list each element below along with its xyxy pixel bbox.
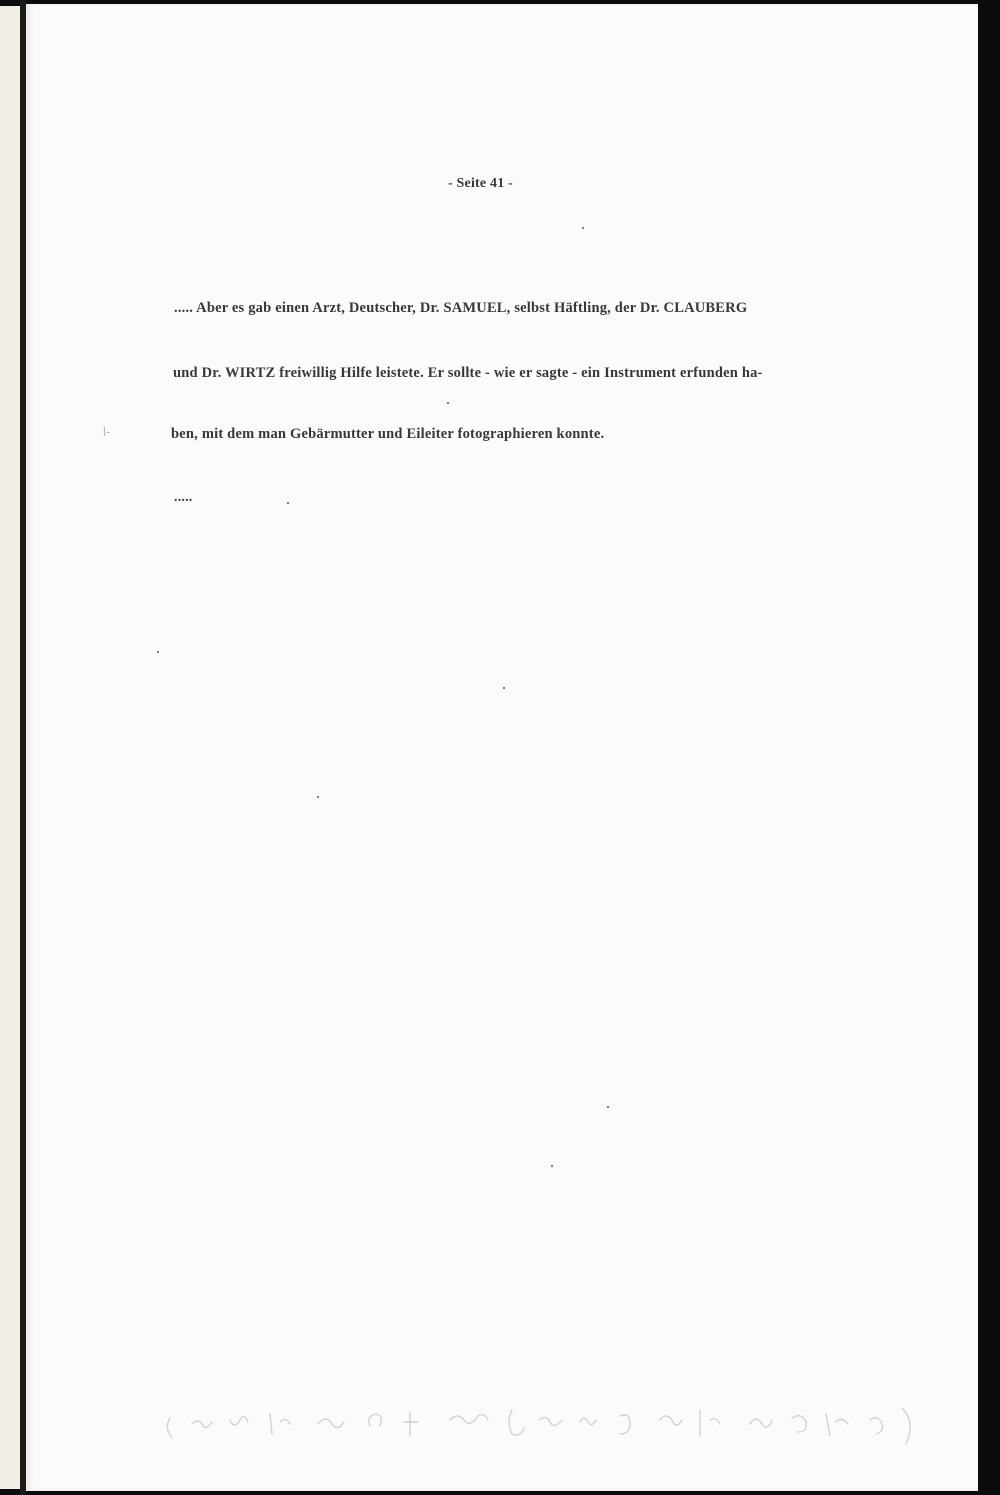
- paragraph-line-1: ..... Aber es gab einen Arzt, Deutscher, Dr. SAMUEL, selbst Häftling, der Dr. CLAUBERG: [174, 300, 748, 316]
- paragraph-line-2: und Dr. WIRTZ freiwillig Hilfe leistete. Er sollte - wie er sagte - ein Instrument erfunden ha-: [173, 365, 763, 381]
- paragraph-line-3: ben, mit dem man Gebärmutter und Eileiter fotographieren konnte.: [171, 426, 605, 442]
- closing-ellipsis: .....: [174, 490, 193, 505]
- handwritten-note: [120, 1390, 940, 1460]
- paper-speck: [551, 1165, 553, 1167]
- document-page: [26, 4, 978, 1491]
- right-background-edge: [978, 0, 1000, 1495]
- paper-speck: [447, 402, 449, 404]
- margin-mark: l-: [103, 424, 111, 439]
- paper-speck: [317, 796, 319, 798]
- paper-speck: [503, 687, 505, 689]
- page-number: - Seite 41 -: [448, 176, 513, 191]
- paper-speck: [582, 227, 584, 229]
- paper-speck: [607, 1106, 609, 1108]
- paper-speck: [157, 651, 159, 653]
- paper-speck: [287, 502, 289, 504]
